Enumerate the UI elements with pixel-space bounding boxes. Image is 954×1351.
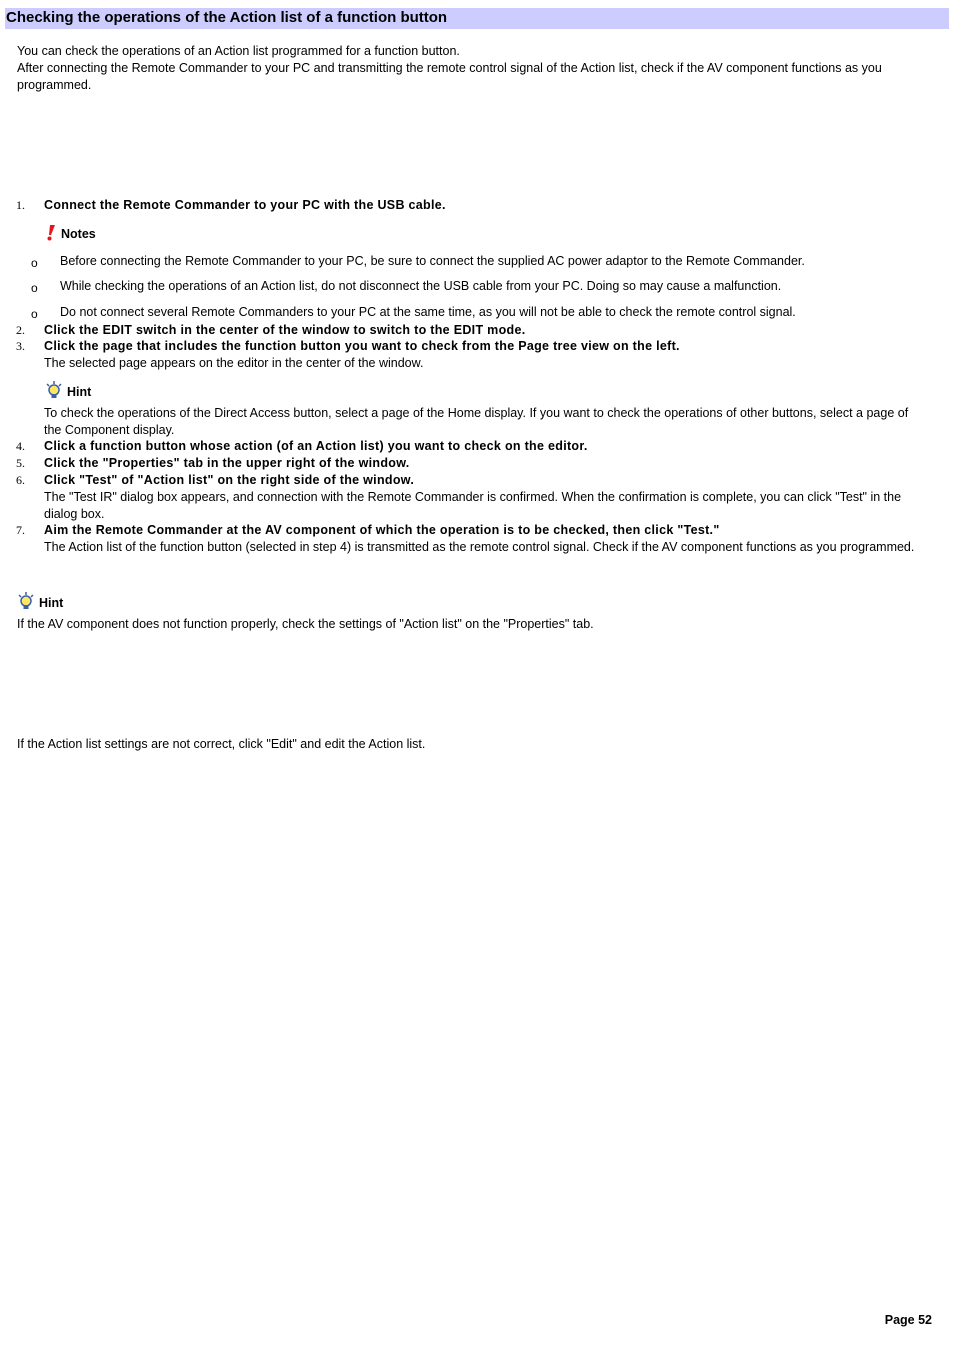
step-7-title: Aim the Remote Commander at the AV component of which the operation is to be checked, then click "Test."	[44, 523, 720, 537]
step-4-number: 4.	[16, 439, 25, 453]
step-3-number: 3.	[16, 339, 25, 353]
hint-main-text: If the AV component does not function properly, check the settings of "Action list" on the "Properties" tab.	[17, 617, 594, 631]
step-3-body: The selected page appears on the editor in the center of the window.	[44, 356, 424, 370]
step-3-title: Click the page that includes the function button you want to check from the Page tree view on the left.	[44, 339, 680, 353]
step-1-number: 1.	[16, 198, 25, 212]
hint-main-label: Hint	[39, 596, 64, 610]
step-7-body: The Action list of the function button (selected in step 4) is transmitted as the remote control signal. Check if the AV component functions as you programmed.	[44, 540, 915, 554]
step-1-title: Connect the Remote Commander to your PC with the USB cable.	[44, 198, 446, 212]
notes-bullet-2: o	[31, 281, 38, 295]
intro-line-2: After connecting the Remote Commander to your PC and transmitting the remote control signal of the Action list, check if the AV component functions as you programmed.	[17, 61, 882, 92]
notes-item-1: Before connecting the Remote Commander to your PC, be sure to connect the supplied AC power adaptor to the Remote Commander.	[60, 254, 805, 268]
page-title: Checking the operations of the Action list of a function button	[6, 9, 448, 26]
hint-step3-text: To check the operations of the Direct Access button, select a page of the Home display. If you want to check the operations of other buttons, select a page of the Component display.	[44, 406, 909, 437]
exclamation-icon	[45, 224, 61, 244]
intro	[17, 43, 932, 94]
step-2-title: Click the EDIT switch in the center of the window to switch to the EDIT mode.	[44, 323, 526, 337]
title-bar	[5, 8, 949, 29]
step-4-title: Click a function button whose action (of an Action list) you want to check on the editor.	[44, 439, 588, 453]
step-5-number: 5.	[16, 456, 25, 470]
closing-text: If the Action list settings are not correct, click "Edit" and edit the Action list.	[17, 737, 426, 751]
notes-item-2: While checking the operations of an Action list, do not disconnect the USB cable from your PC. Doing so may cause a malfunction.	[60, 279, 782, 293]
lightbulb-icon	[45, 381, 67, 403]
notes-bullet-3: o	[31, 307, 38, 321]
notes-label: Notes	[61, 227, 96, 241]
page-number: Page 52	[884, 1313, 932, 1327]
notes-item-3: Do not connect several Remote Commanders to your PC at the same time, as you will not be able to check the remote control signal.	[60, 305, 796, 319]
intro-line-1: You can check the operations of an Action list programmed for a function button.	[17, 44, 460, 58]
step-5-title: Click the "Properties" tab in the upper right of the window.	[44, 456, 410, 470]
step-7-number: 7.	[16, 523, 25, 537]
step-2-number: 2.	[16, 323, 25, 337]
notes-bullet-1: o	[31, 256, 38, 270]
lightbulb-icon	[17, 592, 39, 614]
step-6-title: Click "Test" of "Action list" on the right side of the window.	[44, 473, 415, 487]
hint-step3-label: Hint	[67, 385, 92, 399]
notes-label-row	[45, 224, 96, 244]
step-6-number: 6.	[16, 473, 25, 487]
hint-step3-label-row	[45, 381, 91, 403]
hint-main-label-row	[17, 592, 63, 614]
step-6-body: The "Test IR" dialog box appears, and connection with the Remote Commander is confirmed. When the confirmation is complete, you can click "Test" in the dialog box.	[44, 490, 902, 521]
